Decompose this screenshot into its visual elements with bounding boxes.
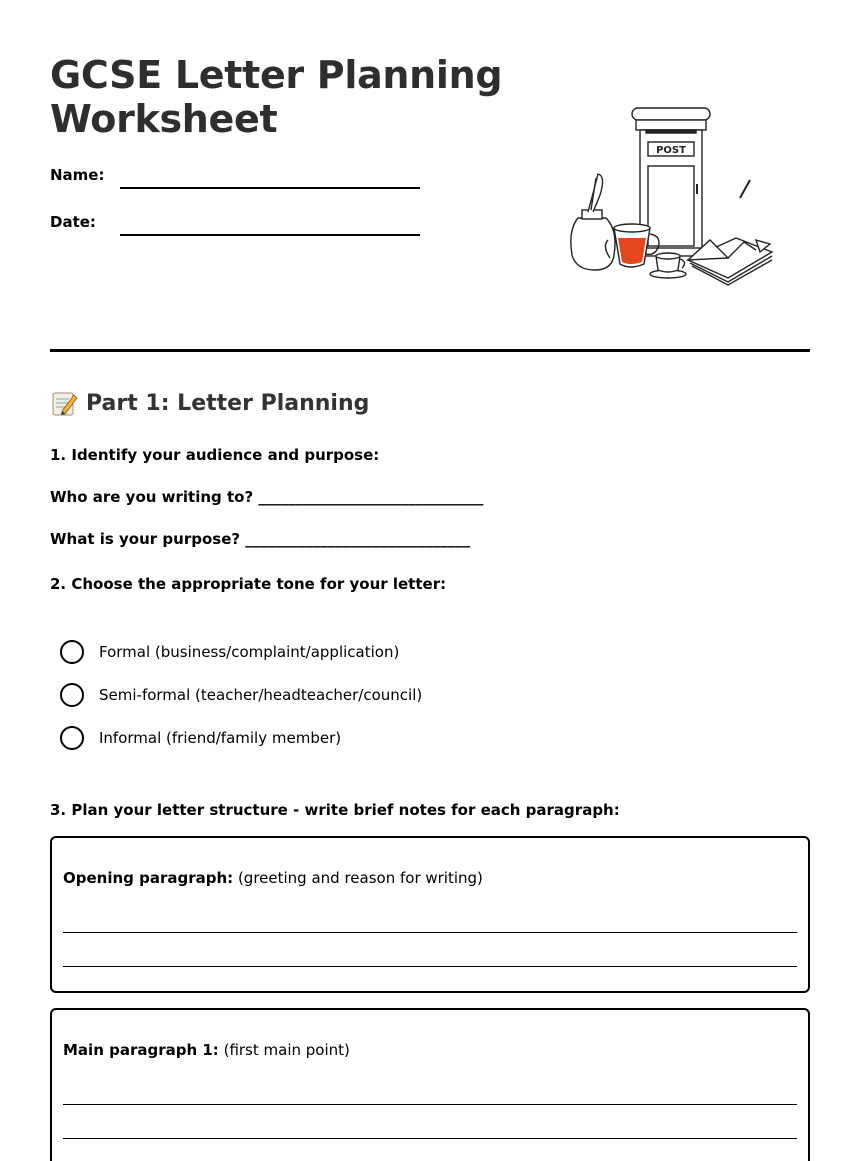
notes-line[interactable]	[63, 1104, 797, 1105]
purpose-question[interactable]: What is your purpose? ______________________________	[50, 530, 471, 548]
q2-label: 2. Choose the appropriate tone for your letter:	[50, 575, 447, 593]
notes-line[interactable]	[63, 966, 797, 967]
tone-option-informal[interactable]	[60, 726, 341, 750]
postbox-tea-letters-illustration	[560, 100, 780, 290]
date-label: Date:	[50, 213, 96, 231]
audience-question[interactable]: Who are you writing to? ______________________________	[50, 488, 484, 506]
tone-option-label: Informal (friend/family member)	[99, 729, 342, 747]
page-title: GCSE Letter Planning Worksheet	[50, 53, 503, 141]
radio-formal[interactable]	[60, 640, 84, 664]
tone-option-label: Formal (business/complaint/application)	[99, 643, 400, 661]
main-paragraph-1-box	[50, 1008, 810, 1161]
main-paragraph-1-title: Main paragraph 1: (first main point)	[63, 1041, 350, 1059]
part1-heading	[50, 389, 369, 417]
postbox-sign: POST	[656, 145, 686, 156]
q1-label: 1. Identify your audience and purpose:	[50, 446, 380, 464]
date-field[interactable]	[120, 234, 420, 236]
name-label: Name:	[50, 166, 105, 184]
radio-informal[interactable]	[60, 726, 84, 750]
opening-paragraph-title: Opening paragraph: (greeting and reason for writing)	[63, 869, 483, 887]
q3-label: 3. Plan your letter structure - write brief notes for each paragraph:	[50, 801, 620, 819]
memo-icon	[50, 389, 78, 417]
tone-option-semi-formal[interactable]	[60, 683, 422, 707]
opening-paragraph-box	[50, 836, 810, 993]
section-divider	[50, 349, 810, 352]
notes-line[interactable]	[63, 932, 797, 933]
part1-heading-text: Part 1: Letter Planning	[86, 390, 370, 416]
tone-option-formal[interactable]	[60, 640, 399, 664]
tone-option-label: Semi-formal (teacher/headteacher/council)	[99, 686, 423, 704]
name-field[interactable]	[120, 187, 420, 189]
radio-semi-formal[interactable]	[60, 683, 84, 707]
notes-line[interactable]	[63, 1138, 797, 1139]
